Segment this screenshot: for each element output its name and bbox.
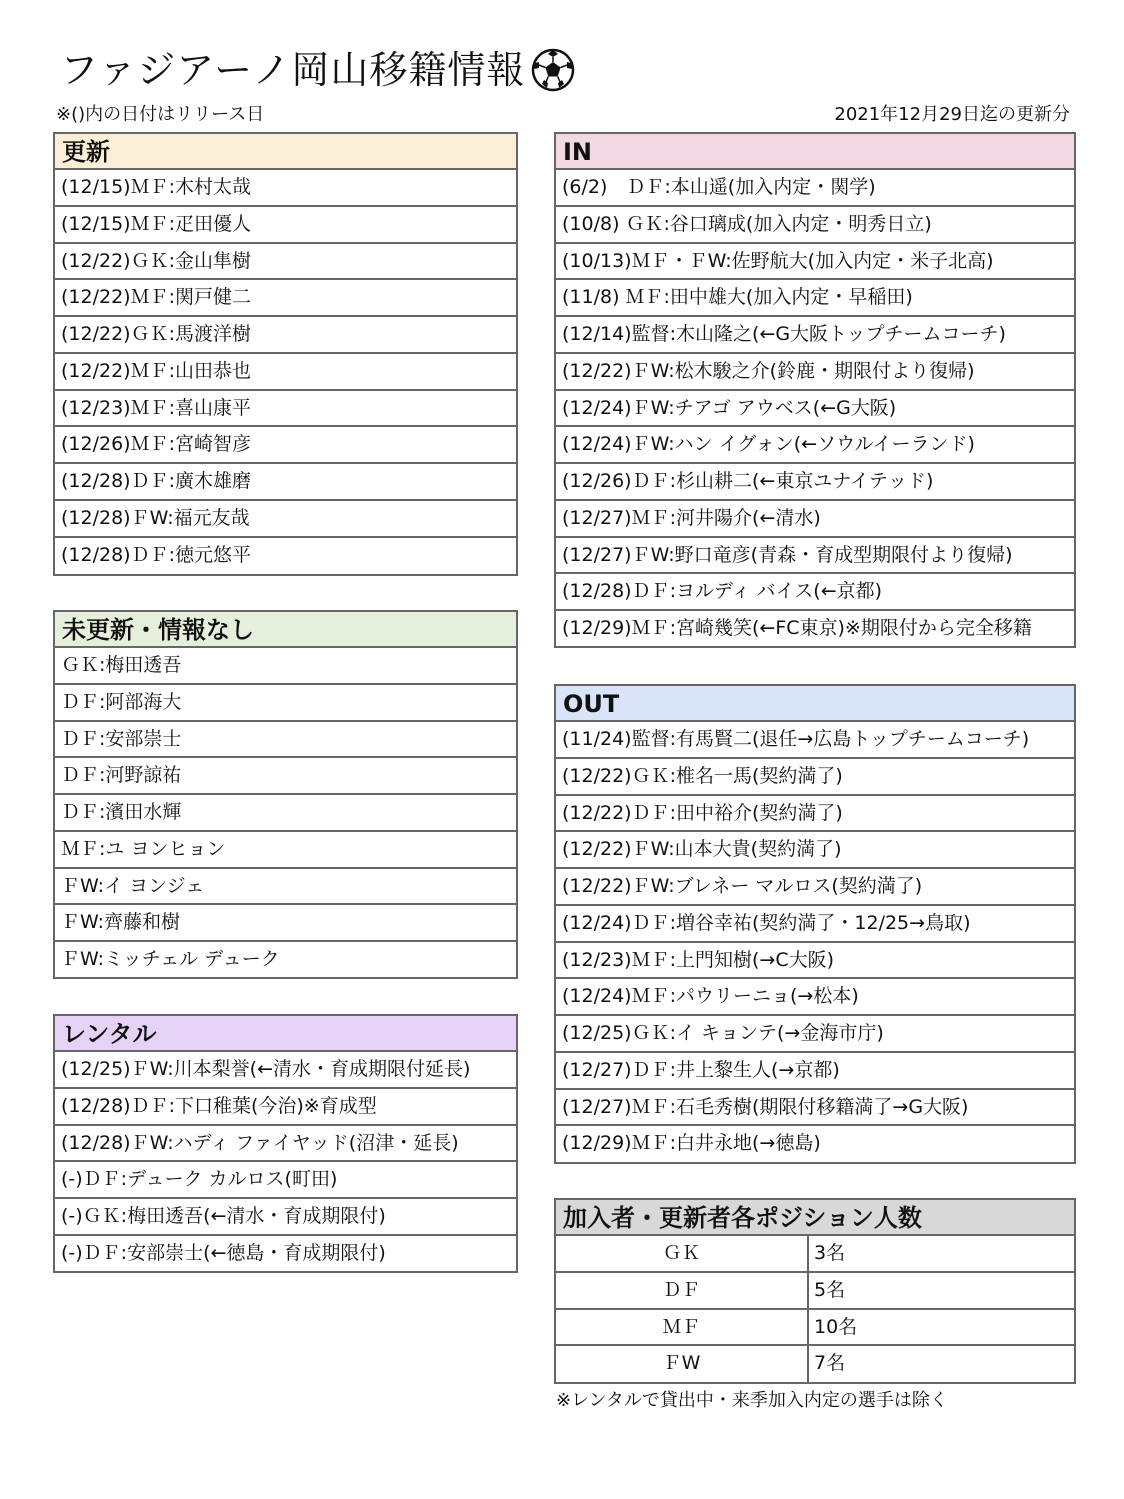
rental-row: (12/28)ＦW:ハディ ファイヤッド(沼津・延長) <box>55 1126 516 1163</box>
in-row: (12/26)ＤＦ:杉山耕二(←東京ユナイテッド) <box>556 464 1074 501</box>
footnote: ※レンタルで貸出中・来季加入内定の選手は除く <box>556 1390 948 1411</box>
renewal-row: (12/22)ＧＫ:金山隼樹 <box>55 244 516 281</box>
in-row: (12/24)ＦW:チアゴ アウベス(←G大阪) <box>556 391 1074 428</box>
not-renewed-row: ＤＦ:濱田水輝 <box>55 795 516 832</box>
in-row: (10/13)ＭＦ・ＦW:佐野航大(加入内定・米子北高) <box>556 244 1074 281</box>
not-renewed-row: ＧＫ:梅田透吾 <box>55 648 516 685</box>
page-title <box>60 42 575 98</box>
not-renewed-row: ＦW:齊藤和樹 <box>55 905 516 942</box>
position-count-row <box>556 1273 1074 1310</box>
out-row: (11/24)監督:有馬賢二(退任→広島トップチームコーチ) <box>556 722 1074 759</box>
out-row: (12/24)ＭＦ:パウリーニョ(→松本) <box>556 979 1074 1016</box>
in-section <box>554 132 1076 648</box>
in-row: (10/8) ＧＫ:谷口璃成(加入内定・明秀日立) <box>556 207 1074 244</box>
rental-section <box>53 1014 518 1273</box>
rental-row: (-)ＧＫ:梅田透吾(←清水・育成期限付) <box>55 1199 516 1236</box>
in-row: (12/24)ＦW:ハン イグォン(←ソウルイーランド) <box>556 427 1074 464</box>
in-row: (12/29)ＭＦ:宮崎幾笑(←FC東京)※期限付から完全移籍 <box>562 617 1032 639</box>
rental-row: (12/28)ＤＦ:下口稚葉(今治)※育成型 <box>55 1089 516 1126</box>
out-row: (12/27)ＤＦ:井上黎生人(→京都) <box>556 1053 1074 1090</box>
out-row: (12/22)ＧＫ:椎名一馬(契約満了) <box>556 759 1074 796</box>
in-row: (12/22)ＦW:松木駿之介(鈴鹿・期限付より復帰) <box>556 354 1074 391</box>
not-renewed-row: ＦW:ミッチェル デューク <box>61 948 280 970</box>
renewal-row: (12/28)ＤＦ:徳元悠平 <box>61 543 251 566</box>
position-label: ＭＦ <box>556 1310 809 1345</box>
position-count-row <box>556 1236 1074 1273</box>
renewal-row: (12/15)ＭＦ:疋田優人 <box>55 207 516 244</box>
update-date-note: 2021年12月29日迄の更新分 <box>834 104 1070 125</box>
renewal-section <box>53 132 518 576</box>
position-count: 5名 <box>814 1278 846 1301</box>
position-count-section <box>554 1198 1076 1384</box>
position-count-row <box>556 1346 1074 1383</box>
out-row: (12/29)ＭＦ:白井永地(→徳島) <box>562 1132 821 1155</box>
out-row: (12/24)ＤＦ:増谷幸祐(契約満了・12/25→鳥取) <box>556 906 1074 943</box>
not-renewed-row: ＤＦ:安部崇士 <box>55 722 516 759</box>
renewal-row: (12/22)ＭＦ:山田恭也 <box>55 354 516 391</box>
rental-header: レンタル <box>55 1016 516 1052</box>
in-row: (12/14)監督:木山隆之(←G大阪トップチームコーチ) <box>556 317 1074 354</box>
renewal-row: (12/23)ＭＦ:喜山康平 <box>55 391 516 428</box>
position-count: 10名 <box>814 1315 858 1338</box>
not-renewed-row: ＤＦ:阿部海大 <box>55 685 516 722</box>
rental-row: (-)ＤＦ:デューク カルロス(町田) <box>55 1162 516 1199</box>
page-title-text: ファジアーノ岡山移籍情報 <box>60 48 526 92</box>
soccer-ball-icon <box>531 48 575 92</box>
out-header: OUT <box>556 686 1074 722</box>
rental-row: (12/25)ＦW:川本梨誉(←清水・育成期限付延長) <box>55 1052 516 1089</box>
in-row: (6/2) ＤＦ:本山遥(加入内定・関学) <box>556 170 1074 207</box>
renewal-row: (12/26)ＭＦ:宮崎智彦 <box>55 427 516 464</box>
position-count: 3名 <box>814 1242 846 1264</box>
renewal-header: 更新 <box>55 134 516 170</box>
renewal-row: (12/28)ＦW:福元友哉 <box>55 501 516 538</box>
position-label: ＦW <box>556 1346 809 1383</box>
out-section <box>554 684 1076 1164</box>
release-date-note: ※()内の日付はリリース日 <box>56 104 265 125</box>
not-renewed-row: ＭＦ:ユ ヨンヒョン <box>55 832 516 869</box>
not-renewed-section <box>53 610 518 979</box>
in-row: (11/8) ＭＦ:田中雄大(加入内定・早稲田) <box>556 280 1074 317</box>
renewal-row: (12/28)ＤＦ:廣木雄磨 <box>55 464 516 501</box>
out-row: (12/22)ＦW:山本大貴(契約満了) <box>556 832 1074 869</box>
in-header: IN <box>556 134 1074 170</box>
position-label: ＧＫ <box>556 1236 809 1271</box>
position-count-header: 加入者・更新者各ポジション人数 <box>556 1200 1074 1236</box>
out-row: (12/23)ＭＦ:上門知樹(→C大阪) <box>556 943 1074 980</box>
position-count-row <box>556 1310 1074 1347</box>
rental-row: (-)ＤＦ:安部崇士(←徳島・育成期限付) <box>61 1241 386 1264</box>
not-renewed-row: ＦW:イ ヨンジェ <box>55 869 516 906</box>
out-row: (12/25)ＧＫ:イ キョンテ(→金海市庁) <box>556 1016 1074 1053</box>
not-renewed-row: ＤＦ:河野諒祐 <box>55 758 516 795</box>
out-row: (12/27)ＭＦ:石毛秀樹(期限付移籍満了→G大阪) <box>556 1090 1074 1127</box>
in-row: (12/27)ＭＦ:河井陽介(←清水) <box>556 501 1074 538</box>
in-row: (12/28)ＤＦ:ヨルディ バイス(←京都) <box>556 574 1074 611</box>
not-renewed-header: 未更新・情報なし <box>55 612 516 648</box>
position-label: ＤＦ <box>556 1273 809 1308</box>
renewal-row: (12/22)ＭＦ:関戸健二 <box>55 280 516 317</box>
out-row: (12/22)ＦW:ブレネー マルロス(契約満了) <box>556 869 1074 906</box>
position-count: 7名 <box>814 1352 846 1375</box>
renewal-row: (12/22)ＧＫ:馬渡洋樹 <box>55 317 516 354</box>
in-row: (12/27)ＦW:野口竜彦(青森・育成型期限付より復帰) <box>556 538 1074 575</box>
renewal-row: (12/15)ＭＦ:木村太哉 <box>55 170 516 207</box>
out-row: (12/22)ＤＦ:田中裕介(契約満了) <box>556 796 1074 833</box>
